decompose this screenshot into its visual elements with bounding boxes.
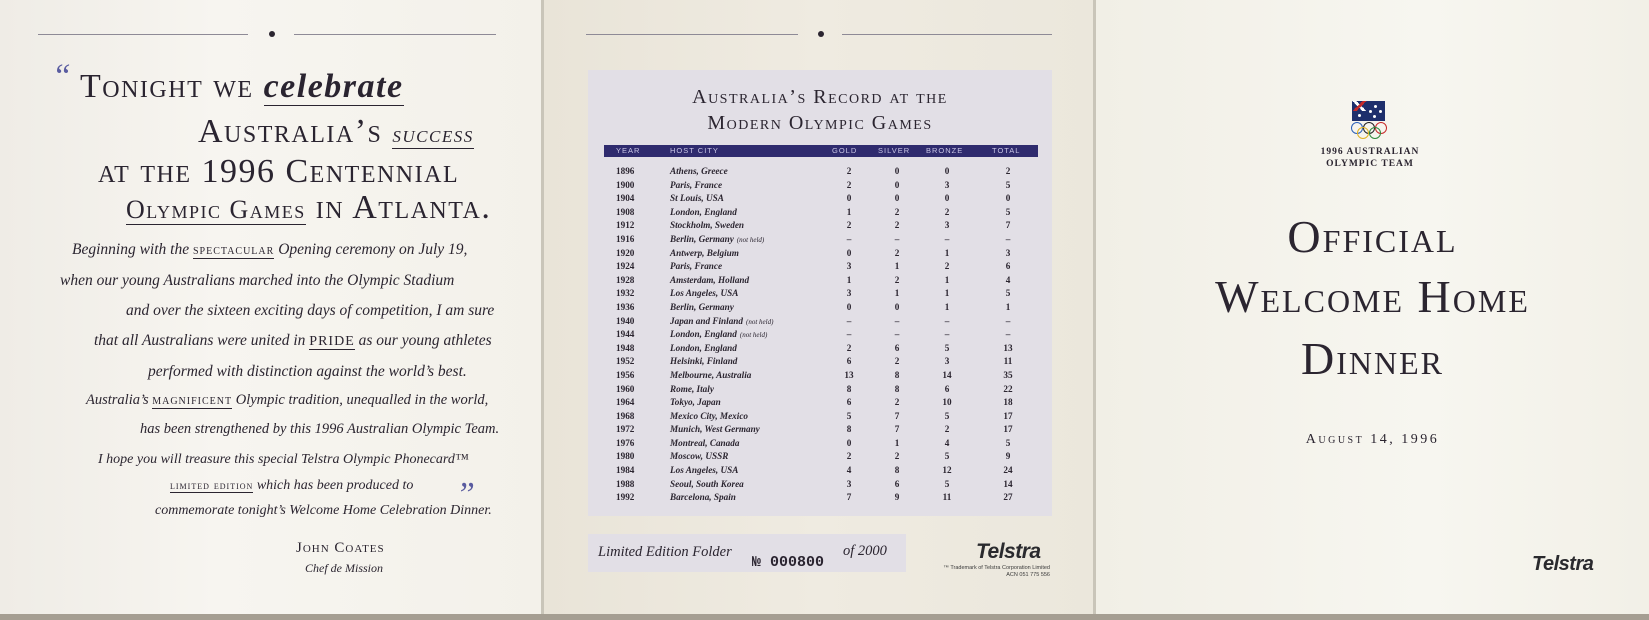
- cell-silver: –: [894, 233, 900, 244]
- team-label-line: 1996 AUSTRALIAN: [1320, 147, 1420, 157]
- cell-gold: 13: [844, 369, 854, 380]
- cell-year: 1912: [616, 220, 635, 231]
- cell-bronze: 2: [944, 206, 950, 217]
- cell-year: 1988: [616, 478, 635, 489]
- cell-gold: –: [846, 233, 852, 244]
- cell-bronze: 5: [944, 410, 950, 421]
- headline-text: Tonight we: [80, 68, 264, 105]
- cell-gold: 3: [846, 478, 852, 489]
- team-label-line: OLYMPIC TEAM: [1326, 159, 1414, 169]
- cell-host-city: Barcelona, Spain: [670, 492, 736, 503]
- headline-line-2: [198, 113, 474, 151]
- cell-host-city: Berlin, Germany: [670, 301, 734, 312]
- cell-host-city: Helsinki, Finland: [670, 356, 738, 367]
- cell-host-city: Paris, France: [670, 261, 723, 272]
- cell-total: 0: [1005, 193, 1011, 204]
- table-row: [604, 465, 1038, 479]
- signature-name: John Coates: [296, 540, 385, 556]
- headline-emphasis: Olympic Games: [126, 195, 306, 224]
- cell-gold: –: [846, 315, 852, 326]
- cell-bronze: 10: [942, 397, 952, 408]
- body-line: performed with distinction against the world’s best.: [148, 363, 467, 380]
- cell-host-city: Los Angeles, USA: [670, 288, 739, 299]
- cell-year: 1900: [616, 179, 635, 190]
- cell-silver: –: [894, 329, 900, 340]
- cell-bronze: 11: [942, 492, 952, 503]
- cell-gold: 2: [846, 451, 852, 462]
- cell-bronze: –: [944, 329, 950, 340]
- body-line: [86, 392, 488, 409]
- table-row: [604, 438, 1038, 452]
- body-emphasis: limited edition: [170, 478, 254, 492]
- cell-silver: 7: [894, 424, 900, 435]
- trademark-line: ACN 051 775 556: [1006, 572, 1050, 578]
- headline-text: at the 1996 Centennial: [98, 153, 460, 190]
- cell-host-city: Amsterdam, Holland: [670, 274, 750, 285]
- cell-year: 1972: [616, 424, 635, 435]
- table-row: [604, 356, 1038, 370]
- body-text: Australia’s: [86, 392, 153, 408]
- table-row: [604, 248, 1038, 262]
- cell-year: 1944: [616, 329, 635, 340]
- cell-year: 1940: [616, 315, 635, 326]
- cell-gold: 4: [846, 465, 852, 476]
- cell-bronze: 1: [944, 301, 950, 312]
- cell-host-city: [670, 329, 767, 339]
- cell-year: 1984: [616, 465, 635, 476]
- body-emphasis: magnificent: [152, 393, 233, 408]
- cell-host-city-text: Japan and Finland: [670, 315, 744, 326]
- table-row: [604, 193, 1038, 207]
- cell-gold: 3: [846, 261, 852, 272]
- cell-year: 1920: [616, 247, 635, 258]
- cell-host-city: London, England: [670, 342, 737, 353]
- cell-total: –: [1005, 315, 1011, 326]
- cell-bronze: 1: [944, 288, 950, 299]
- quote-close-mark: ”: [456, 476, 475, 513]
- cell-note: (not held): [746, 317, 774, 326]
- cell-silver: 6: [894, 478, 900, 489]
- table-row: [604, 479, 1038, 493]
- cell-note: (not held): [736, 235, 765, 244]
- star-icon: [1369, 110, 1372, 113]
- cell-host-city: Tokyo, Japan: [670, 397, 721, 408]
- table-row: [604, 207, 1038, 221]
- body-text: as our young athletes: [354, 332, 492, 349]
- headline-line-3: [98, 153, 459, 191]
- body-text: that all Australians were united in: [94, 332, 310, 349]
- cell-total: 3: [1005, 247, 1011, 258]
- trademark-line: ™ Trademark of Telstra Corporation Limited: [943, 565, 1050, 571]
- cell-gold: 2: [846, 220, 852, 231]
- body-line: [72, 241, 467, 259]
- cell-host-city: Seoul, South Korea: [670, 478, 744, 489]
- cell-host-city: London, England: [670, 206, 737, 217]
- column-header-silver: SILVER: [878, 146, 911, 155]
- cell-year: 1968: [616, 410, 635, 421]
- body-text: which has been produced to: [253, 478, 414, 493]
- telstra-logo: Telstra: [976, 540, 1041, 563]
- table-row: [604, 166, 1038, 180]
- cell-silver: 0: [894, 166, 900, 176]
- cell-silver: 2: [894, 247, 900, 258]
- cell-gold: 3: [846, 288, 852, 299]
- cell-bronze: 1: [944, 274, 950, 285]
- cell-bronze: 6: [944, 383, 950, 394]
- cell-total: 5: [1005, 288, 1011, 299]
- cell-gold: 0: [846, 193, 852, 204]
- cell-year: 1908: [616, 206, 635, 217]
- cell-gold: 5: [846, 410, 852, 421]
- star-icon: [1373, 115, 1376, 118]
- cell-host-city: Melbourne, Australia: [670, 369, 752, 380]
- column-header-bronze: BRONZE: [926, 146, 964, 155]
- cell-total: 13: [1003, 342, 1013, 353]
- cell-silver: 9: [894, 492, 900, 503]
- star-icon: [1358, 114, 1361, 117]
- cell-bronze: –: [944, 233, 950, 244]
- cell-silver: 2: [894, 451, 900, 462]
- cell-bronze: 14: [942, 369, 952, 380]
- body-text: Opening ceremony on July 19,: [274, 241, 468, 258]
- cell-year: 1916: [616, 233, 635, 244]
- cell-silver: 8: [894, 369, 900, 380]
- body-line: [170, 478, 413, 494]
- cell-host-city: Montreal, Canada: [670, 437, 740, 448]
- body-text: Beginning with the: [72, 241, 193, 258]
- star-icon: [1374, 105, 1377, 108]
- cell-gold: 6: [846, 356, 852, 367]
- cell-silver: –: [894, 315, 900, 326]
- cell-host-city: Antwerp, Belgium: [670, 247, 739, 258]
- cell-host-city: Munich, West Germany: [670, 424, 760, 435]
- cell-bronze: 0: [944, 193, 950, 204]
- cell-total: 35: [1003, 369, 1013, 380]
- olympic-rings-icon: [1351, 122, 1387, 138]
- cell-total: 27: [1003, 492, 1013, 503]
- quote-open-mark: “: [52, 58, 71, 95]
- cell-total: 4: [1005, 274, 1011, 285]
- signature-title: Chef de Mission: [305, 561, 383, 575]
- column-header-city: HOST CITY: [670, 146, 719, 155]
- cell-bronze: 1: [944, 247, 950, 258]
- table-row: [604, 180, 1038, 194]
- fold-line: [541, 0, 544, 616]
- record-title-line: Modern Olympic Games: [707, 112, 933, 134]
- cell-gold: 2: [846, 342, 852, 353]
- dinner-title-line: Welcome Home: [1215, 271, 1530, 322]
- cell-total: –: [1005, 329, 1011, 340]
- cell-bronze: 3: [944, 179, 950, 190]
- cell-bronze: 3: [944, 220, 950, 231]
- table-row: [604, 220, 1038, 234]
- table-row: [604, 424, 1038, 438]
- table-row: [604, 302, 1038, 316]
- headline-text: in Atlanta.: [305, 189, 492, 226]
- cell-silver: 6: [894, 342, 900, 353]
- cell-silver: 8: [894, 465, 900, 476]
- top-rule-dot: [269, 31, 275, 37]
- cell-bronze: 12: [942, 465, 952, 476]
- table-header: [604, 145, 1038, 157]
- telstra-logo: Telstra: [1532, 553, 1594, 575]
- cell-total: 5: [1005, 437, 1011, 448]
- table-row: [604, 288, 1038, 302]
- cell-year: 1964: [616, 397, 635, 408]
- table-row: [604, 451, 1038, 465]
- top-rule-dot: [818, 31, 824, 37]
- body-line: commemorate tonight’s Welcome Home Celebration Dinner.: [155, 503, 492, 518]
- top-rule: [842, 34, 1052, 35]
- cell-silver: 8: [894, 383, 900, 394]
- cell-silver: 7: [894, 410, 900, 421]
- cell-total: 22: [1003, 383, 1013, 394]
- cell-gold: 8: [846, 383, 852, 394]
- cell-host-city: Mexico City, Mexico: [670, 410, 748, 421]
- top-rule: [38, 34, 248, 35]
- star-icon: [1379, 110, 1382, 113]
- cell-total: 17: [1003, 410, 1013, 421]
- australian-flag-icon: [1352, 101, 1385, 121]
- folder-number: № 000800: [752, 554, 825, 571]
- cell-bronze: 2: [944, 424, 950, 435]
- cell-year: 1936: [616, 301, 635, 312]
- top-rule: [294, 34, 496, 35]
- cell-gold: 0: [846, 247, 852, 258]
- cell-host-city: Rome, Italy: [670, 383, 714, 394]
- top-rule: [586, 34, 798, 35]
- folder-label: Limited Edition Folder: [598, 544, 732, 560]
- cell-silver: 1: [894, 288, 900, 299]
- table-row: [604, 316, 1038, 330]
- cell-silver: 2: [894, 397, 900, 408]
- cell-gold: –: [846, 329, 852, 340]
- cell-host-city: St Louis, USA: [670, 193, 724, 204]
- cell-total: 5: [1005, 206, 1011, 217]
- cell-gold: 2: [846, 166, 852, 176]
- cell-year: 1980: [616, 451, 635, 462]
- folder-of-total: of 2000: [843, 543, 887, 559]
- cell-host-city: Los Angeles, USA: [670, 465, 739, 476]
- cell-silver: 0: [894, 193, 900, 204]
- cell-year: 1992: [616, 492, 635, 503]
- body-line: [94, 332, 492, 350]
- cell-silver: 2: [894, 220, 900, 231]
- table-row: [604, 329, 1038, 343]
- cell-silver: 2: [894, 206, 900, 217]
- headline-emphasis: celebrate: [263, 68, 404, 105]
- cell-year: 1932: [616, 288, 635, 299]
- cell-silver: 2: [894, 356, 900, 367]
- team-label: [1300, 146, 1440, 170]
- table-row: [604, 492, 1038, 506]
- cell-gold: 8: [846, 424, 852, 435]
- cell-bronze: 0: [944, 166, 950, 176]
- body-emphasis: spectacular: [192, 243, 275, 258]
- table-row: [604, 370, 1038, 384]
- cell-total: 14: [1003, 478, 1013, 489]
- cell-total: 17: [1003, 424, 1013, 435]
- cell-year: 1956: [616, 369, 635, 380]
- cell-silver: 1: [894, 437, 900, 448]
- cell-year: 1924: [616, 261, 635, 272]
- cell-bronze: 5: [944, 451, 950, 462]
- table-row: [604, 411, 1038, 425]
- cell-total: 7: [1005, 220, 1011, 231]
- cell-total: 6: [1005, 261, 1011, 272]
- cell-bronze: 5: [944, 342, 950, 353]
- cell-total: 24: [1003, 465, 1013, 476]
- cell-year: 1952: [616, 356, 635, 367]
- headline-text: Australia’s: [198, 113, 393, 150]
- cell-year: 1896: [616, 166, 635, 176]
- cell-total: 11: [1003, 356, 1013, 367]
- cell-year: 1948: [616, 342, 635, 353]
- cell-gold: 2: [846, 179, 852, 190]
- cell-silver: 1: [894, 261, 900, 272]
- union-jack-icon: [1352, 101, 1367, 111]
- cell-host-city: Paris, France: [670, 179, 723, 190]
- cell-year: 1928: [616, 274, 635, 285]
- cell-host-city: [670, 234, 764, 244]
- cell-year: 1904: [616, 193, 635, 204]
- cell-bronze: 2: [944, 261, 950, 272]
- cell-total: 5: [1005, 179, 1011, 190]
- cell-host-city-text: Berlin, Germany: [670, 233, 734, 244]
- table-row: [604, 384, 1038, 398]
- dinner-date: August 14, 1996: [1305, 432, 1440, 447]
- body-line: when our young Australians marched into the Olympic Stadium: [60, 272, 455, 289]
- cell-gold: 1: [846, 274, 852, 285]
- column-header-gold: GOLD: [832, 146, 858, 155]
- cell-total: 9: [1005, 451, 1011, 462]
- dinner-title-line: Official: [1287, 211, 1458, 262]
- ring-icon: [1369, 127, 1381, 139]
- body-emphasis: PRIDE: [309, 334, 355, 349]
- cell-gold: 7: [846, 492, 852, 503]
- cell-total: 1: [1005, 301, 1011, 312]
- cell-silver: 2: [894, 274, 900, 285]
- dinner-title-line: Dinner: [1301, 333, 1444, 384]
- cell-bronze: 5: [944, 478, 950, 489]
- column-header-total: TOTAL: [992, 146, 1021, 155]
- body-line: and over the sixteen exciting days of competition, I am sure: [126, 302, 495, 319]
- headline-line-1: [80, 68, 404, 106]
- cell-gold: 6: [846, 397, 852, 408]
- table-row: [604, 343, 1038, 357]
- body-line: has been strengthened by this 1996 Australian Olympic Team.: [140, 421, 500, 437]
- cell-host-city: [670, 316, 773, 326]
- cell-note: (not held): [739, 331, 768, 340]
- cell-year: 1960: [616, 383, 635, 394]
- cell-gold: 0: [846, 301, 852, 312]
- cell-gold: 0: [846, 437, 852, 448]
- body-text: Olympic tradition, unequalled in the world,: [232, 392, 489, 408]
- table-row: [604, 397, 1038, 411]
- cell-silver: 0: [894, 179, 900, 190]
- cell-year: 1976: [616, 437, 635, 448]
- cell-bronze: 3: [944, 356, 950, 367]
- ring-icon: [1357, 127, 1369, 139]
- cell-host-city: Stockholm, Sweden: [670, 220, 745, 231]
- cell-total: –: [1005, 233, 1011, 244]
- cell-total: 2: [1005, 166, 1011, 176]
- cell-total: 18: [1003, 397, 1013, 408]
- headline-line-4: [126, 189, 491, 227]
- record-title-line: Australia’s Record at the: [692, 86, 948, 108]
- body-line: I hope you will treasure this special Telstra Olympic Phonecard™: [98, 452, 469, 467]
- headline-emphasis: success: [392, 122, 474, 148]
- table-body: [604, 166, 1038, 506]
- trademark-notice: [938, 565, 1050, 579]
- cell-host-city: Moscow, USSR: [670, 451, 729, 462]
- record-title: [588, 84, 1052, 136]
- cell-host-city: Athens, Greece: [670, 166, 728, 176]
- cell-host-city-text: London, England: [670, 329, 737, 340]
- cell-bronze: 4: [944, 437, 950, 448]
- bottom-edge: [0, 614, 1649, 620]
- column-header-year: YEAR: [616, 146, 641, 155]
- table-row: [604, 234, 1038, 248]
- table-row: [604, 261, 1038, 275]
- cell-silver: 0: [894, 301, 900, 312]
- table-row: [604, 275, 1038, 289]
- cell-gold: 1: [846, 206, 852, 217]
- cell-bronze: –: [944, 315, 950, 326]
